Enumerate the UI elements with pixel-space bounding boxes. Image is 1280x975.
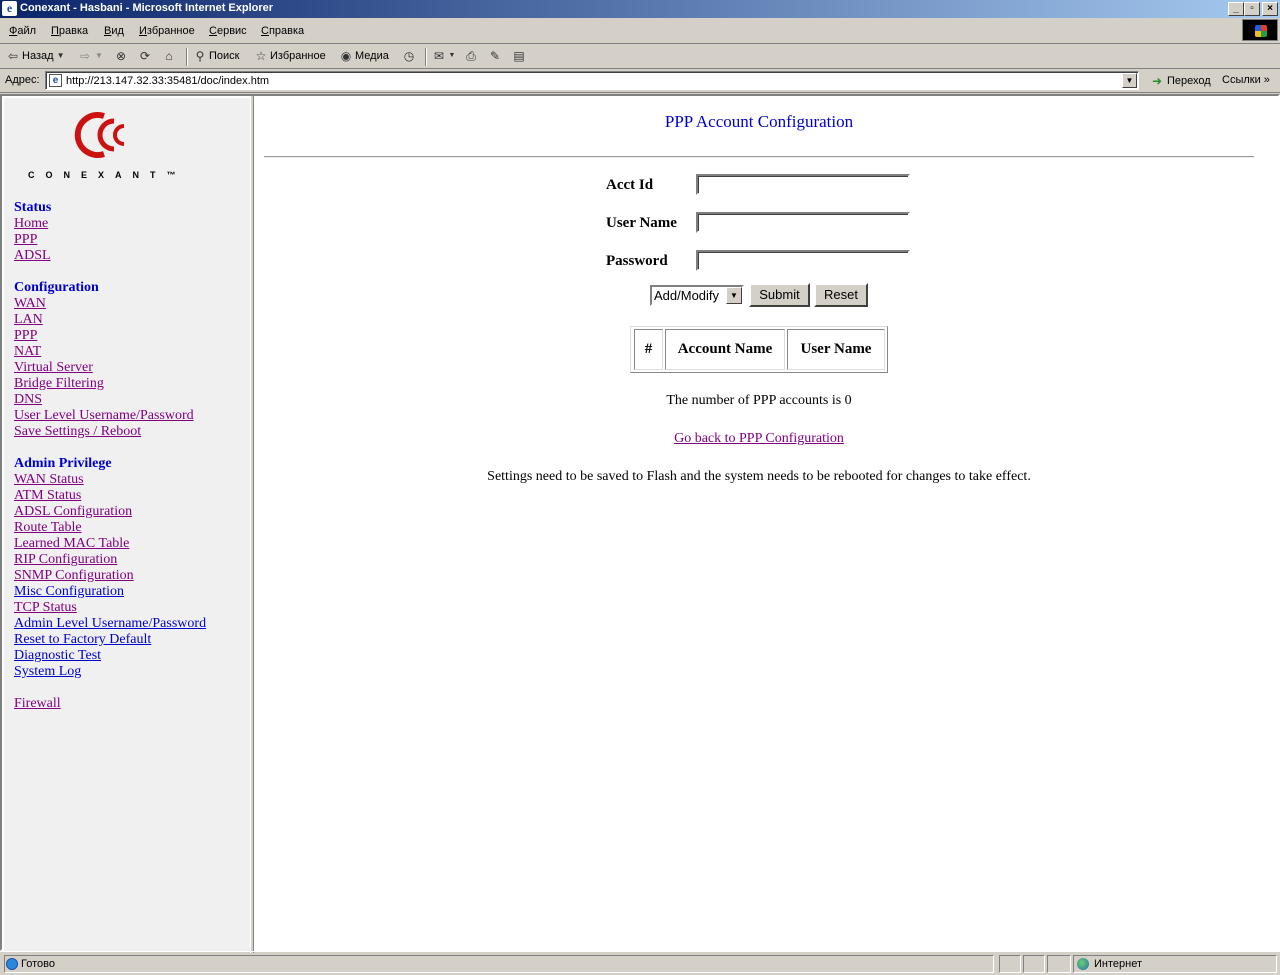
links-button[interactable] <box>1222 74 1270 86</box>
action-select[interactable] <box>650 285 744 306</box>
media-label: Медиа <box>355 50 389 62</box>
forward-arrow-icon: ⇨ <box>79 49 91 63</box>
forward-dropdown-icon[interactable]: ▼ <box>95 51 103 60</box>
back-label: Назад <box>22 50 54 62</box>
back-link-row <box>254 431 1264 447</box>
nav-bridge-filtering[interactable]: Bridge Filtering <box>14 376 104 391</box>
go-button[interactable] <box>1150 74 1211 88</box>
logo-text: CONEXANT™ <box>28 170 187 180</box>
home-button[interactable] <box>162 49 176 63</box>
links-label: Ссылки <box>1222 74 1261 86</box>
zone-panel <box>1073 955 1277 973</box>
address-label: Адрес: <box>5 74 40 86</box>
nav-firewall[interactable]: Firewall <box>14 696 61 711</box>
search-label: Поиск <box>209 50 240 62</box>
acct-id-input[interactable] <box>696 174 910 195</box>
windows-logo-icon <box>1242 19 1278 41</box>
nav-save-settings[interactable]: Save Settings / Reboot <box>14 424 142 439</box>
nav-route-table[interactable]: Route Table <box>14 520 82 535</box>
menu-edit[interactable]: Правка <box>51 25 89 37</box>
refresh-button[interactable] <box>138 49 152 63</box>
nav-adsl-configuration[interactable]: ADSL Configuration <box>14 504 133 519</box>
nav-learned-mac-table[interactable]: Learned MAC Table <box>14 536 130 551</box>
toolbar-separator <box>186 48 188 66</box>
nav-wan-status[interactable]: WAN Status <box>14 472 84 487</box>
reset-button[interactable]: Reset <box>814 283 868 307</box>
admin-heading: Admin Privilege <box>14 456 112 471</box>
favorites-button[interactable] <box>254 49 326 63</box>
close-button[interactable]: × <box>1262 2 1278 16</box>
notice-text: Settings need to be saved to Flash and the system needs to be rebooted for changes to take effect. <box>487 469 1031 484</box>
forward-button[interactable] <box>78 49 104 63</box>
user-name-input[interactable] <box>696 212 910 233</box>
acct-id-label: Acct Id <box>606 177 654 193</box>
chevron-down-icon: ▼ <box>726 287 742 304</box>
refresh-icon: ⟳ <box>139 49 151 63</box>
favorites-label: Избранное <box>270 50 326 62</box>
menu-favorites[interactable]: Избранное <box>139 25 195 37</box>
print-button[interactable] <box>464 49 478 63</box>
chevron-right-icon: » <box>1263 74 1270 86</box>
address-dropdown-icon[interactable]: ▼ <box>1122 73 1137 88</box>
search-button[interactable] <box>193 49 239 63</box>
status-heading: Status <box>14 200 52 215</box>
menu-bar <box>0 18 1280 44</box>
account-count-text: The number of PPP accounts is 0 <box>666 393 852 408</box>
menu-help[interactable]: Справка <box>261 25 305 37</box>
menu-file[interactable]: Файл <box>9 25 37 37</box>
back-arrow-icon: ⇦ <box>7 49 19 63</box>
nav-diagnostic-test[interactable]: Diagnostic Test <box>14 648 102 663</box>
nav-system-log[interactable]: System Log <box>14 664 82 679</box>
table-header-index: # <box>634 329 663 370</box>
status-bar <box>0 951 1280 975</box>
globe-icon <box>1077 958 1089 970</box>
window-title: Conexant - Hasbani - Microsoft Internet Explorer <box>20 2 274 14</box>
print-icon: ⎙ <box>466 49 476 63</box>
stop-button[interactable] <box>114 49 128 63</box>
nav-atm-status[interactable]: ATM Status <box>14 488 82 503</box>
media-button[interactable] <box>339 49 389 63</box>
nav-user-level-password[interactable]: User Level Username/Password <box>14 408 194 423</box>
nav-frame <box>4 98 250 951</box>
media-icon: ◉ <box>340 49 352 63</box>
nav-config-ppp[interactable]: PPP <box>14 328 38 343</box>
status-panel <box>1047 955 1071 973</box>
configuration-heading: Configuration <box>14 280 99 295</box>
address-bar <box>0 69 1280 93</box>
back-button[interactable] <box>6 49 66 63</box>
go-label: Переход <box>1167 75 1211 87</box>
nav-lan[interactable]: LAN <box>14 312 43 327</box>
password-input[interactable] <box>696 250 910 271</box>
nav-home[interactable]: Home <box>14 216 49 231</box>
maximize-button[interactable]: ▫ <box>1244 2 1260 16</box>
page-icon: e <box>49 74 62 87</box>
toolbar <box>0 45 1280 69</box>
menu-view[interactable]: Вид <box>104 25 124 37</box>
mail-dropdown-icon[interactable]: ▼ <box>448 52 456 59</box>
toolbar-separator <box>425 48 427 66</box>
table-header-user-name: User Name <box>787 329 885 370</box>
go-arrow-icon: ➜ <box>1151 74 1163 88</box>
ie-icon: e <box>2 1 17 16</box>
browser-content <box>0 94 1280 951</box>
nav-rip-configuration[interactable]: RIP Configuration <box>14 552 118 567</box>
mail-button[interactable] <box>432 49 456 63</box>
nav-virtual-server[interactable]: Virtual Server <box>14 360 93 375</box>
nav-reset-factory-default[interactable]: Reset to Factory Default <box>14 632 152 647</box>
ie-status-icon <box>6 958 18 970</box>
status-text-panel <box>4 955 994 973</box>
status-panel <box>1023 955 1045 973</box>
title-bar <box>0 0 1280 18</box>
action-select-value: Add/Modify <box>654 288 720 303</box>
page-title: PPP Account Configuration <box>664 112 854 131</box>
status-panel <box>999 955 1021 973</box>
edit-button[interactable] <box>488 49 502 63</box>
nav-nat[interactable]: NAT <box>14 344 42 359</box>
password-label: Password <box>606 253 668 269</box>
submit-button[interactable]: Submit <box>749 283 810 307</box>
user-name-label: User Name <box>606 215 677 231</box>
nav-snmp-configuration[interactable]: SNMP Configuration <box>14 568 134 583</box>
main-frame <box>254 96 1278 949</box>
nav-wan[interactable]: WAN <box>14 296 46 311</box>
history-button[interactable] <box>402 49 416 63</box>
conexant-logo-icon <box>66 112 136 158</box>
status-text: Готово <box>21 958 55 970</box>
mail-icon: ✉ <box>433 49 445 63</box>
zone-text: Интернет <box>1094 958 1142 970</box>
address-field[interactable] <box>45 71 1139 90</box>
nav-tcp-status[interactable]: TCP Status <box>14 600 77 615</box>
address-input[interactable] <box>66 74 1116 88</box>
back-dropdown-icon[interactable]: ▼ <box>56 51 65 60</box>
menu-tools[interactable]: Сервис <box>209 25 247 37</box>
history-icon: ◷ <box>403 49 415 63</box>
nav-status-adsl[interactable]: ADSL <box>14 248 51 263</box>
table-header-account-name: Account Name <box>665 329 785 370</box>
minimize-button[interactable]: _ <box>1228 2 1244 16</box>
nav-admin-level-password[interactable]: Admin Level Username/Password <box>14 616 207 631</box>
stop-icon: ⊗ <box>115 49 127 63</box>
home-icon: ⌂ <box>165 49 173 63</box>
nav-misc-configuration[interactable]: Misc Configuration <box>14 584 125 599</box>
nav-status-ppp[interactable]: PPP <box>14 232 38 247</box>
search-icon: ⚲ <box>195 49 205 63</box>
edit-icon: ✎ <box>489 49 501 63</box>
nav-dns[interactable]: DNS <box>14 392 43 407</box>
favorites-icon: ☆ <box>255 49 267 63</box>
discuss-button[interactable] <box>512 49 526 63</box>
divider <box>264 156 1254 158</box>
discuss-icon: ▤ <box>513 49 525 63</box>
accounts-table <box>630 326 888 373</box>
back-to-ppp-link[interactable]: Go back to PPP Configuration <box>674 431 844 446</box>
